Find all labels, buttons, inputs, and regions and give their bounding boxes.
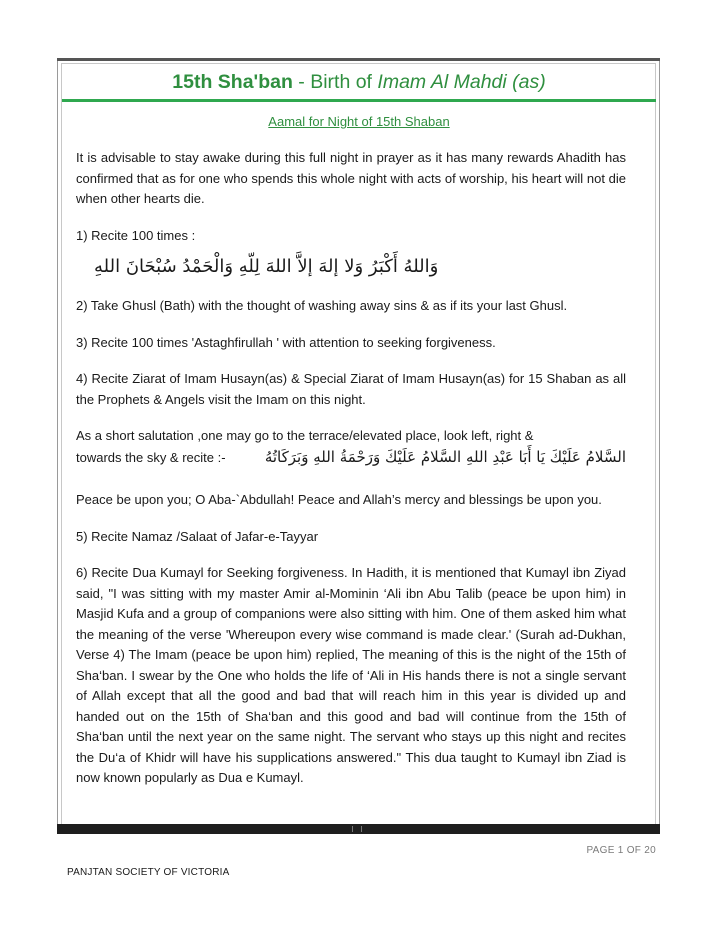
page-number: PAGE 1 OF 20: [586, 845, 656, 856]
section-subtitle: Aamal for Night of 15th Shaban: [268, 114, 450, 129]
intro-paragraph: It is advisable to stay awake during this full night in prayer as it has many rewards Ahadith has confirmed that as for one who spends this whole night with acts of worship, his heart will not die when other hearts die.: [76, 150, 626, 206]
item-1: 1) Recite 100 times :: [76, 227, 196, 243]
arabic-salutation: السَّلامُ عَلَيْكَ يَا أَبَا عَبْدِ اللهِ السَّلامُ عَلَيْكَ وَرَحْمَةُ اللهِ وَبَرَكَاتُهُ: [264, 447, 626, 466]
salutation-prefix: towards the sky & recite :-: [76, 449, 226, 465]
item-2: 2) Take Ghusl (Bath) with the thought of washing away sins & as if its your last Ghusl.: [76, 298, 568, 313]
title-separator: - Birth of: [292, 71, 378, 93]
salutation-line-1: As a short salutation ,one may go to the terrace/elevated place, look left, right &: [76, 428, 534, 443]
title-underline-rule: [62, 99, 656, 102]
title-italic: Imam Al Mahdi (as): [377, 71, 546, 93]
border-tick: [352, 826, 353, 832]
top-border: [57, 58, 660, 61]
document-body: [76, 148, 626, 805]
border-tick: [361, 826, 362, 832]
item-4: 4) Recite Ziarat of Imam Husayn(as) & Special Ziarat of Imam Husayn(as) for 15 Shaban as all the Prophets & Angels visit the Imam on this night.: [76, 371, 626, 407]
salutation-line-2: [76, 447, 626, 469]
title-bold: 15th Sha'ban: [172, 71, 293, 93]
footer-organization: PANJTAN SOCIETY OF VICTORIA: [67, 867, 230, 878]
arabic-tasbih: وَاللهُ أَكْبَرُ وَلا إلهَ إلاَّ اللهَ لِلّهِ وَالْحَمْدُ سُبْحَانَ اللهِ: [94, 256, 439, 277]
item-6: 6) Recite Dua Kumayl for Seeking forgiveness. In Hadith, it is mentioned that Kumayl ibn Ziyad said, "I was sitting with my master Amir al-Mominin ‘Ali ibn Abu Talib (peace be upon him) in Masjid Kufa and a group of companions were also sitting with him. One of them asked him what the meaning of the verse 'Whereupon every wise command is made clear.' (Surah ad-Dukhan, Verse 4) The Imam (peace be upon him) replied, The meaning of this is the night of the 15th of Sha‘ban. I swear by the One who holds the life of ‘Ali in His hands there is not a single servant of Allah except that all the good and bad that will reach him in this year is divided up and handed out on the 15th of Sha‘ban and this good and bad will continue from the 15th of Sha‘ban until the next year on the same night. The servant who stays up this night and recites the Du‘a of Khidr will have his supplications answered." This dua taught to Kumayl ibn Ziad is now known popularly as Dua e Kumayl.: [76, 565, 626, 785]
translation-paragraph: Peace be upon you; O Aba-`Abdullah! Peace and Allah’s mercy and blessings be upon you.: [76, 492, 602, 507]
page-title: [60, 68, 658, 96]
bottom-border: [57, 824, 660, 834]
salutation-paragraph: [76, 426, 626, 468]
item-3: 3) Recite 100 times 'Astaghfirullah ' with attention to seeking forgiveness.: [76, 334, 496, 350]
item-5: 5) Recite Namaz /Salaat of Jafar-e-Tayyar: [76, 528, 319, 544]
